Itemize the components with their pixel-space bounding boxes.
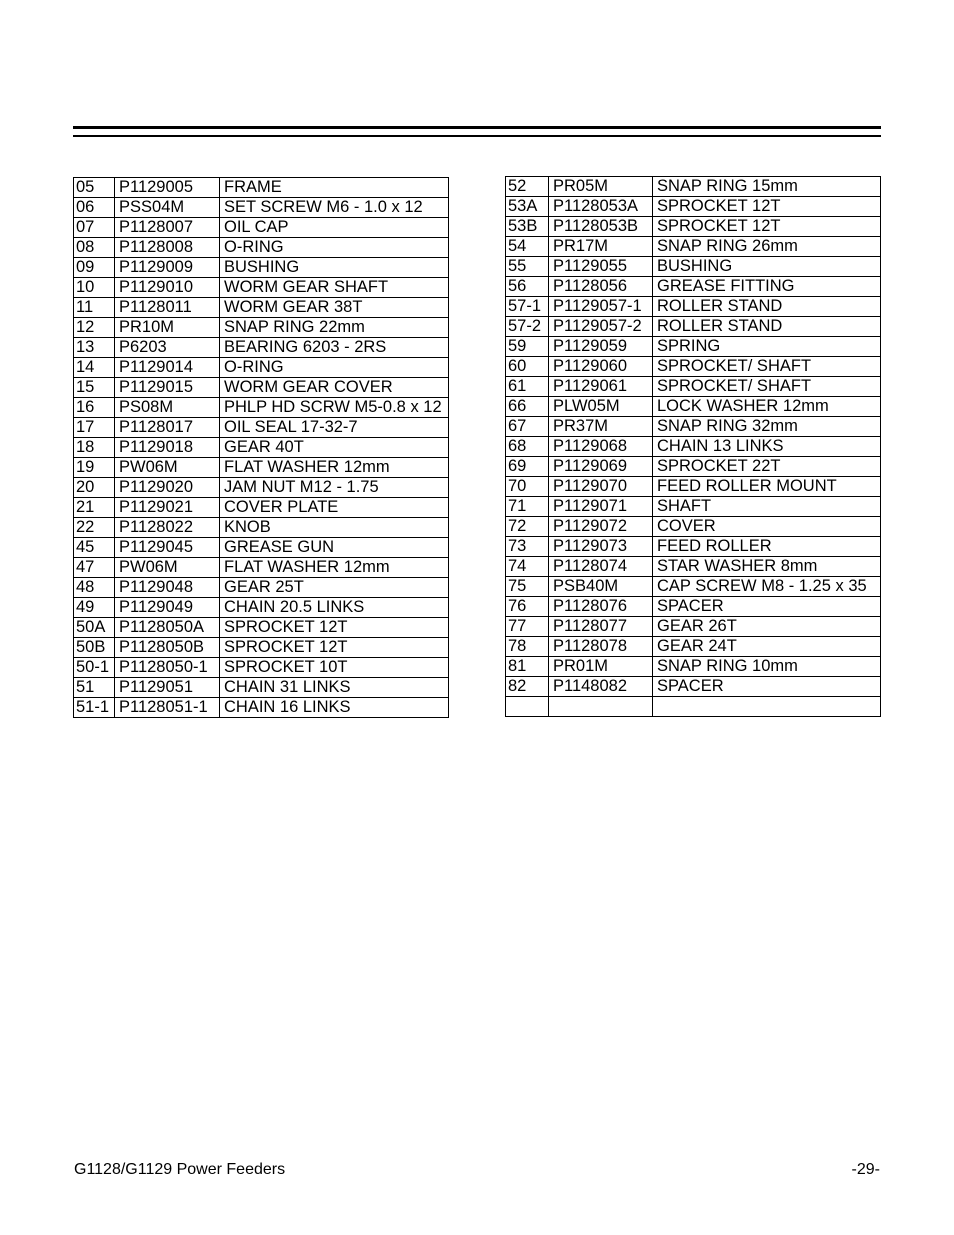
ref-cell: 67 [506,417,549,437]
description-cell: O-RING [220,358,449,378]
part-number-cell: P1129021 [115,498,220,518]
ref-cell: 57-1 [506,297,549,317]
part-number-cell: P1128050B [115,638,220,658]
part-number-cell: P1129068 [549,437,653,457]
table-row [74,478,449,498]
table-row [74,358,449,378]
part-number-cell: P1129061 [549,377,653,397]
table-row [74,218,449,238]
footer-title: G1128/G1129 Power Feeders [74,1161,286,1178]
description-cell: SPROCKET 12T [653,217,881,237]
ref-cell: 54 [506,237,549,257]
part-number-cell: P1129018 [115,438,220,458]
table-row [506,637,881,657]
part-number-cell: P1128076 [549,597,653,617]
part-number-cell: P1128074 [549,557,653,577]
table-row [506,217,881,237]
ref-cell: 21 [74,498,115,518]
parts-table-left [73,177,449,718]
ref-cell: 07 [74,218,115,238]
part-number-cell: P1128017 [115,418,220,438]
description-cell: SPROCKET/ SHAFT [653,377,881,397]
description-cell: SPROCKET 22T [653,457,881,477]
part-number-cell: P1129072 [549,517,653,537]
ref-cell: 50B [74,638,115,658]
table-row [506,237,881,257]
table-row [506,437,881,457]
table-row [74,258,449,278]
ref-cell: 16 [74,398,115,418]
description-cell: OIL CAP [220,218,449,238]
description-cell: SPROCKET 12T [220,638,449,658]
description-cell: SPROCKET 12T [653,197,881,217]
ref-cell: 52 [506,177,549,197]
ref-cell: 47 [74,558,115,578]
table-row [506,677,881,697]
table-row [74,698,449,718]
part-number-cell [549,697,653,717]
table-row [74,178,449,198]
ref-cell: 53B [506,217,549,237]
description-cell: GEAR 26T [653,617,881,637]
table-row [74,238,449,258]
table-row [74,618,449,638]
table-row [506,657,881,677]
part-number-cell: P1129048 [115,578,220,598]
part-number-cell: PLW05M [549,397,653,417]
description-cell: JAM NUT M12 - 1.75 [220,478,449,498]
table-row [74,198,449,218]
description-cell: SNAP RING 10mm [653,657,881,677]
ref-cell: 73 [506,537,549,557]
part-number-cell: P1129005 [115,178,220,198]
description-cell: FEED ROLLER [653,537,881,557]
ref-cell: 77 [506,617,549,637]
ref-cell: 68 [506,437,549,457]
part-number-cell: P1129071 [549,497,653,517]
table-row [506,417,881,437]
description-cell: CHAIN 13 LINKS [653,437,881,457]
part-number-cell: P1129049 [115,598,220,618]
part-number-cell: P1148082 [549,677,653,697]
table-row [74,578,449,598]
description-cell: FRAME [220,178,449,198]
ref-cell: 12 [74,318,115,338]
description-cell: CHAIN 20.5 LINKS [220,598,449,618]
part-number-cell: PR17M [549,237,653,257]
part-number-cell: P1128053B [549,217,653,237]
description-cell: STAR WASHER 8mm [653,557,881,577]
part-number-cell: PS08M [115,398,220,418]
parts-table-right [505,176,881,717]
part-number-cell: P1129051 [115,678,220,698]
table-row [506,477,881,497]
part-number-cell: P1128050-1 [115,658,220,678]
description-cell: SNAP RING 26mm [653,237,881,257]
ref-cell: 76 [506,597,549,617]
part-number-cell: P1129055 [549,257,653,277]
description-cell: SPROCKET 12T [220,618,449,638]
description-cell: COVER PLATE [220,498,449,518]
ref-cell: 78 [506,637,549,657]
part-number-cell: P1129073 [549,537,653,557]
part-number-cell: P1129069 [549,457,653,477]
ref-cell: 59 [506,337,549,357]
ref-cell: 06 [74,198,115,218]
table-row [506,317,881,337]
description-cell: SPRING [653,337,881,357]
table-row [74,378,449,398]
description-cell: CHAIN 31 LINKS [220,678,449,698]
part-number-cell: P1129045 [115,538,220,558]
part-number-cell: PSS04M [115,198,220,218]
table-row [506,597,881,617]
description-cell: FLAT WASHER 12mm [220,558,449,578]
ref-cell: 11 [74,298,115,318]
description-cell: SET SCREW M6 - 1.0 x 12 [220,198,449,218]
ref-cell: 82 [506,677,549,697]
ref-cell: 53A [506,197,549,217]
part-number-cell: P1128051-1 [115,698,220,718]
ref-cell: 72 [506,517,549,537]
part-number-cell: P1129059 [549,337,653,357]
part-number-cell: PR37M [549,417,653,437]
table-row [74,438,449,458]
ref-cell: 13 [74,338,115,358]
part-number-cell: P1128050A [115,618,220,638]
ref-cell: 55 [506,257,549,277]
description-cell: BEARING 6203 - 2RS [220,338,449,358]
description-cell: PHLP HD SCRW M5-0.8 x 12 [220,398,449,418]
ref-cell: 60 [506,357,549,377]
table-row [74,658,449,678]
description-cell: COVER [653,517,881,537]
table-row [506,537,881,557]
description-cell: SNAP RING 15mm [653,177,881,197]
table-row [506,277,881,297]
table-row [506,357,881,377]
table-row [74,498,449,518]
ref-cell: 48 [74,578,115,598]
table-row [74,338,449,358]
part-number-cell: PSB40M [549,577,653,597]
description-cell: GEAR 24T [653,637,881,657]
part-number-cell: PR10M [115,318,220,338]
description-cell [653,697,881,717]
description-cell: WORM GEAR COVER [220,378,449,398]
table-row [506,697,881,717]
table-row [506,177,881,197]
description-cell: GREASE FITTING [653,277,881,297]
part-number-cell: P1129057-1 [549,297,653,317]
description-cell: ROLLER STAND [653,297,881,317]
table-row [506,337,881,357]
part-number-cell: P1129009 [115,258,220,278]
part-number-cell: P1129057-2 [549,317,653,337]
ref-cell [506,697,549,717]
part-number-cell: P1128078 [549,637,653,657]
description-cell: SPROCKET/ SHAFT [653,357,881,377]
ref-cell: 09 [74,258,115,278]
ref-cell: 61 [506,377,549,397]
table-row [506,257,881,277]
table-row [74,518,449,538]
part-number-cell: P1129060 [549,357,653,377]
part-number-cell: P1128053A [549,197,653,217]
table-row [506,517,881,537]
part-number-cell: P1128022 [115,518,220,538]
ref-cell: 14 [74,358,115,378]
description-cell: FEED ROLLER MOUNT [653,477,881,497]
table-row [74,418,449,438]
description-cell: BUSHING [220,258,449,278]
ref-cell: 81 [506,657,549,677]
ref-cell: 56 [506,277,549,297]
part-number-cell: P6203 [115,338,220,358]
ref-cell: 22 [74,518,115,538]
header-rule-thin [73,135,881,137]
part-number-cell: PW06M [115,558,220,578]
ref-cell: 18 [74,438,115,458]
description-cell: SPROCKET 10T [220,658,449,678]
part-number-cell: PW06M [115,458,220,478]
description-cell: CHAIN 16 LINKS [220,698,449,718]
description-cell: OIL SEAL 17-32-7 [220,418,449,438]
ref-cell: 71 [506,497,549,517]
table-row [74,458,449,478]
description-cell: GEAR 40T [220,438,449,458]
description-cell: FLAT WASHER 12mm [220,458,449,478]
table-row [74,678,449,698]
description-cell: KNOB [220,518,449,538]
ref-cell: 70 [506,477,549,497]
part-number-cell: P1128007 [115,218,220,238]
table-row [506,397,881,417]
header-rule-thick [73,126,881,129]
part-number-cell: P1128008 [115,238,220,258]
ref-cell: 45 [74,538,115,558]
table-row [74,278,449,298]
ref-cell: 57-2 [506,317,549,337]
part-number-cell: P1128056 [549,277,653,297]
ref-cell: 51-1 [74,698,115,718]
table-row [74,298,449,318]
part-number-cell: P1128011 [115,298,220,318]
ref-cell: 51 [74,678,115,698]
description-cell: LOCK WASHER 12mm [653,397,881,417]
ref-cell: 15 [74,378,115,398]
table-row [506,557,881,577]
description-cell: SPACER [653,597,881,617]
ref-cell: 19 [74,458,115,478]
ref-cell: 20 [74,478,115,498]
part-number-cell: P1129020 [115,478,220,498]
table-row [74,558,449,578]
ref-cell: 49 [74,598,115,618]
table-row [506,197,881,217]
description-cell: WORM GEAR 38T [220,298,449,318]
table-row [74,398,449,418]
description-cell: ROLLER STAND [653,317,881,337]
description-cell: BUSHING [653,257,881,277]
table-row [74,638,449,658]
description-cell: CAP SCREW M8 - 1.25 x 35 [653,577,881,597]
ref-cell: 17 [74,418,115,438]
part-number-cell: P1129015 [115,378,220,398]
ref-cell: 50A [74,618,115,638]
table-row [506,497,881,517]
part-number-cell: P1129014 [115,358,220,378]
part-number-cell: P1129010 [115,278,220,298]
part-number-cell: PR01M [549,657,653,677]
part-number-cell: PR05M [549,177,653,197]
ref-cell: 74 [506,557,549,577]
description-cell: SNAP RING 32mm [653,417,881,437]
part-number-cell: P1128077 [549,617,653,637]
description-cell: SHAFT [653,497,881,517]
description-cell: SPACER [653,677,881,697]
ref-cell: 08 [74,238,115,258]
table-row [74,318,449,338]
ref-cell: 05 [74,178,115,198]
ref-cell: 75 [506,577,549,597]
description-cell: O-RING [220,238,449,258]
ref-cell: 69 [506,457,549,477]
table-row [506,577,881,597]
table-row [506,457,881,477]
ref-cell: 66 [506,397,549,417]
table-row [506,377,881,397]
part-number-cell: P1129070 [549,477,653,497]
table-row [74,598,449,618]
description-cell: SNAP RING 22mm [220,318,449,338]
page-number: -29- [851,1161,880,1178]
table-row [506,617,881,637]
description-cell: WORM GEAR SHAFT [220,278,449,298]
table-row [506,297,881,317]
ref-cell: 10 [74,278,115,298]
description-cell: GREASE GUN [220,538,449,558]
description-cell: GEAR 25T [220,578,449,598]
table-row [74,538,449,558]
ref-cell: 50-1 [74,658,115,678]
